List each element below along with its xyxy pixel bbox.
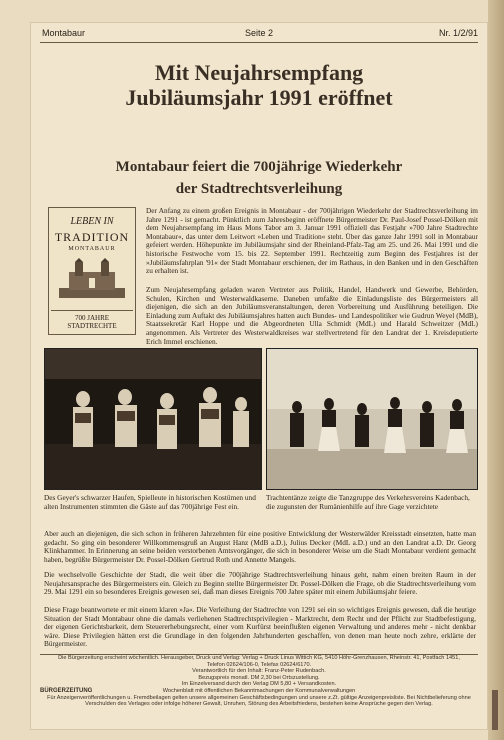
imprint-line-7: Für Anzeigenveröffentlichungen u. Fremdbeilagen gelten unsere allgemeinen Geschäftsbedingungen und unsere z.Zt. gültige Anzeigenpreisliste. Bei Nichtbelieferung ohne Verschulden des Verlages oder infolge höherer Gewalt, Unruhen, Störung des Arbeitsfriedens, bestehen keine Ansprüche gegen den Verlag. bbox=[47, 694, 471, 708]
imprint-footer bbox=[40, 654, 478, 721]
header-issue: Nr. 1/2/91 bbox=[438, 28, 478, 38]
headline-line-2: Jubiläumsjahr 1991 eröffnet bbox=[125, 85, 393, 110]
subheadline-line-2: der Stadtrechtsverleihung bbox=[175, 181, 343, 197]
logo-text-tradition: TRADITION bbox=[54, 230, 130, 244]
imprint-line-1: Die Bürgerzeitung erscheint wöchentlich. Herausgeber, Druck und Verlag: Verlag + Druck Linus Wittich KG, 5410 Höhr-Grenzhausen, Rheinstr. 41, Postfach 1451, bbox=[58, 655, 460, 661]
imprint-line-5: Im Einzelversand durch den Verlag DM 5,80 + Versandkosten. bbox=[181, 681, 337, 688]
headline-line-1: Mit Neujahrsempfang bbox=[154, 60, 364, 85]
photo-musicians bbox=[44, 348, 262, 490]
header-rule bbox=[40, 42, 478, 43]
logo-text-montabaur: MONTABAUR bbox=[68, 246, 116, 252]
imprint-line-3: Verantwortlich für den Inhalt: Franz-Peter Rudenbach. bbox=[192, 668, 326, 675]
imprint-line-4: Bezugspreis monatl. DM 2,30 bei Ortszustellung. bbox=[198, 674, 320, 681]
logo-text-leben: LEBEN IN bbox=[70, 216, 114, 227]
page-spine bbox=[488, 0, 504, 740]
body-paragraph-3: Diese Frage beantwortete er mit einem klaren »Ja«. Die Verleihung der Stadtrechte von 1291 sei ein so wichtiges Ereignis gewesen, daß die heutige Situation der Stadt Montabaur ohne die damals verliehenen Stadtrechtsprivilegien - Marktrecht, dem Recht und der Pflicht zur Stadtbefestigung, der eigenen Gerichtsbarkeit, dem Steuererhebungsrecht, einer vom Kurfürst beeinflußten eigenen Verwaltung und anderes mehr - nicht denkbar wäre. Diese Privilegien hätten erst die Grundlage in den folgenden Jahrhunderten geschaffen, von denen man heute noch zehre, erklärte der Bürgermeister. bbox=[44, 605, 476, 649]
headline bbox=[30, 60, 488, 110]
caption-musicians: Des Geyer's schwarzer Haufen, Spielleute in historischen Kostümen und alten Instrumenten stimmten die Gäste auf das 700jährige Fest ein. bbox=[44, 493, 256, 511]
spine-bookmark bbox=[492, 690, 498, 730]
intro-paragraph-1: Der Anfang zu einem großen Ereignis in Montabaur - der 700jährigen Wiederkehr der Stadtrechtsverleihung im Jahre 1291 - ist gemacht. Pünktlich zum Jahresbeginn eröffnete Bürgermeister Dr. Paul-Josef Possel-Dölken mit dem Neujahrsempfang im Haus Mons Tabor am 3. Januar 1991 offiziell das Festjahr »700 Jahre Stadtrechte Montabaur«, das unter dem Leitwort »Leben und Tradition« steht. Über das ganze Jahr 1991 soll in Montabaur gefeiert werden. Höhepunkte im Jubiläumsjahr sind der Rheinland-Pfalz-Tag am 25. und 26. Mai 1991 und die historische Festwoche vom 15. bis 22. September 1991. Rechtzeitig zum Beginn des Festjahres ist der »Jubiläumsfahrplan '91« der Stadt Montabaur erschienen, der im Rathaus, in den Banken und in den Geschäften zu erhalten ist. bbox=[146, 206, 478, 276]
body-paragraph-2: Die wechselvolle Geschichte der Stadt, die weit über die 700jährige Stadtrechtsverleihung hinaus geht, nahm einen breiten Raum in der Neujahrsansprache des Bürgermeisters ein. Gleich zu Beginn stellte Bürgermeister Dr. Possel-Dölken die Frage, ob die Stadtrechtsverleihung vom 29. Mai 1291 ein so besonderes Ereignis gewesen sei, daß man dieses Ereignis 700 Jahre später mit einem Jubiläumsjahr feiere. bbox=[44, 570, 476, 597]
musicians-photo-image bbox=[45, 349, 261, 489]
castle-icon bbox=[59, 258, 125, 298]
intro-paragraph-2: Zum Neujahrsempfang geladen waren Vertreter aus Politik, Handel, Handwerk und Gewerbe, Behörden, Schulen, Kirchen und Westerwaldkaserne. Daneben umfaßte die Einladungsliste des Bürgermeisters all diejenigen, die sich an den Jubiläumsveranstaltungen, deren Vorbereitung und Ausführung beteiligen. Die Einladung zum Auftakt des Jubiläumsjahres hatten auch Bundes- und Landespolitiker wie Gudrun Weyel (MdB), Staatssekretär Karl Hoppe und die Abgeordneten Ulla Schmidt (MdL) und Harald Schweitzer (MdL) angenommen. Als Vertreter des Westerwaldkreises war stellvertretend für den Landrat der 1. Kreisdeputierte Erich Immel erschienen. bbox=[146, 285, 478, 346]
header-town: Montabaur bbox=[42, 28, 86, 38]
subheadline bbox=[30, 156, 488, 200]
imprint-masthead-row bbox=[40, 688, 478, 695]
imprint-line-2: Telefon 02624/106-0, Telefax 02624/6170. bbox=[206, 661, 312, 668]
photo-folk-dancers bbox=[266, 348, 478, 490]
imprint-masthead-label: BÜRGERZEITUNG bbox=[40, 687, 93, 694]
imprint-line-6: Wochenblatt mit öffentlichen Bekanntmachungen der Kommunalverwaltungen bbox=[162, 687, 356, 694]
anniversary-logo bbox=[48, 207, 136, 335]
newspaper-page bbox=[30, 22, 488, 730]
caption-dancers: Trachtentänze zeigte die Tanzgruppe des Verkehrsvereins Kadenbach, die zugunsten der Rumänienhilfe auf ihre Gage verzichtete bbox=[266, 493, 470, 511]
dancers-photo-image bbox=[267, 349, 477, 489]
header-page-number: Seite 2 bbox=[244, 28, 274, 38]
subheadline-line-1: Montabaur feiert die 700jährige Wiederkehr bbox=[115, 159, 403, 175]
body-paragraph-1: Aber auch an diejenigen, die sich schon in früheren Jahrzehnten für eine positive Entwicklung der Westerwälder Kreisstadt einsetzten, hatte man gedacht. So ging ein besonderer Willkommensgruß an August Hanz (MdB a.D.), Julius Decker (MdL a.D.) und an den Landrat a.D. Dr. Georg Klinkhammer. In Erinnerung an seine beiden verstorbenen Amtsvorgänger, die sich in besonderer Weise um die Stadt Montabaur verdient gemacht haben, begrüßte Bürgermeister Dr. Possel-Dölken Gertrud Roth und Annette Mangels. bbox=[44, 529, 476, 564]
page-header bbox=[30, 28, 488, 42]
logo-text-700-jahre: 700 JAHRE STADTRECHTE bbox=[51, 310, 133, 330]
